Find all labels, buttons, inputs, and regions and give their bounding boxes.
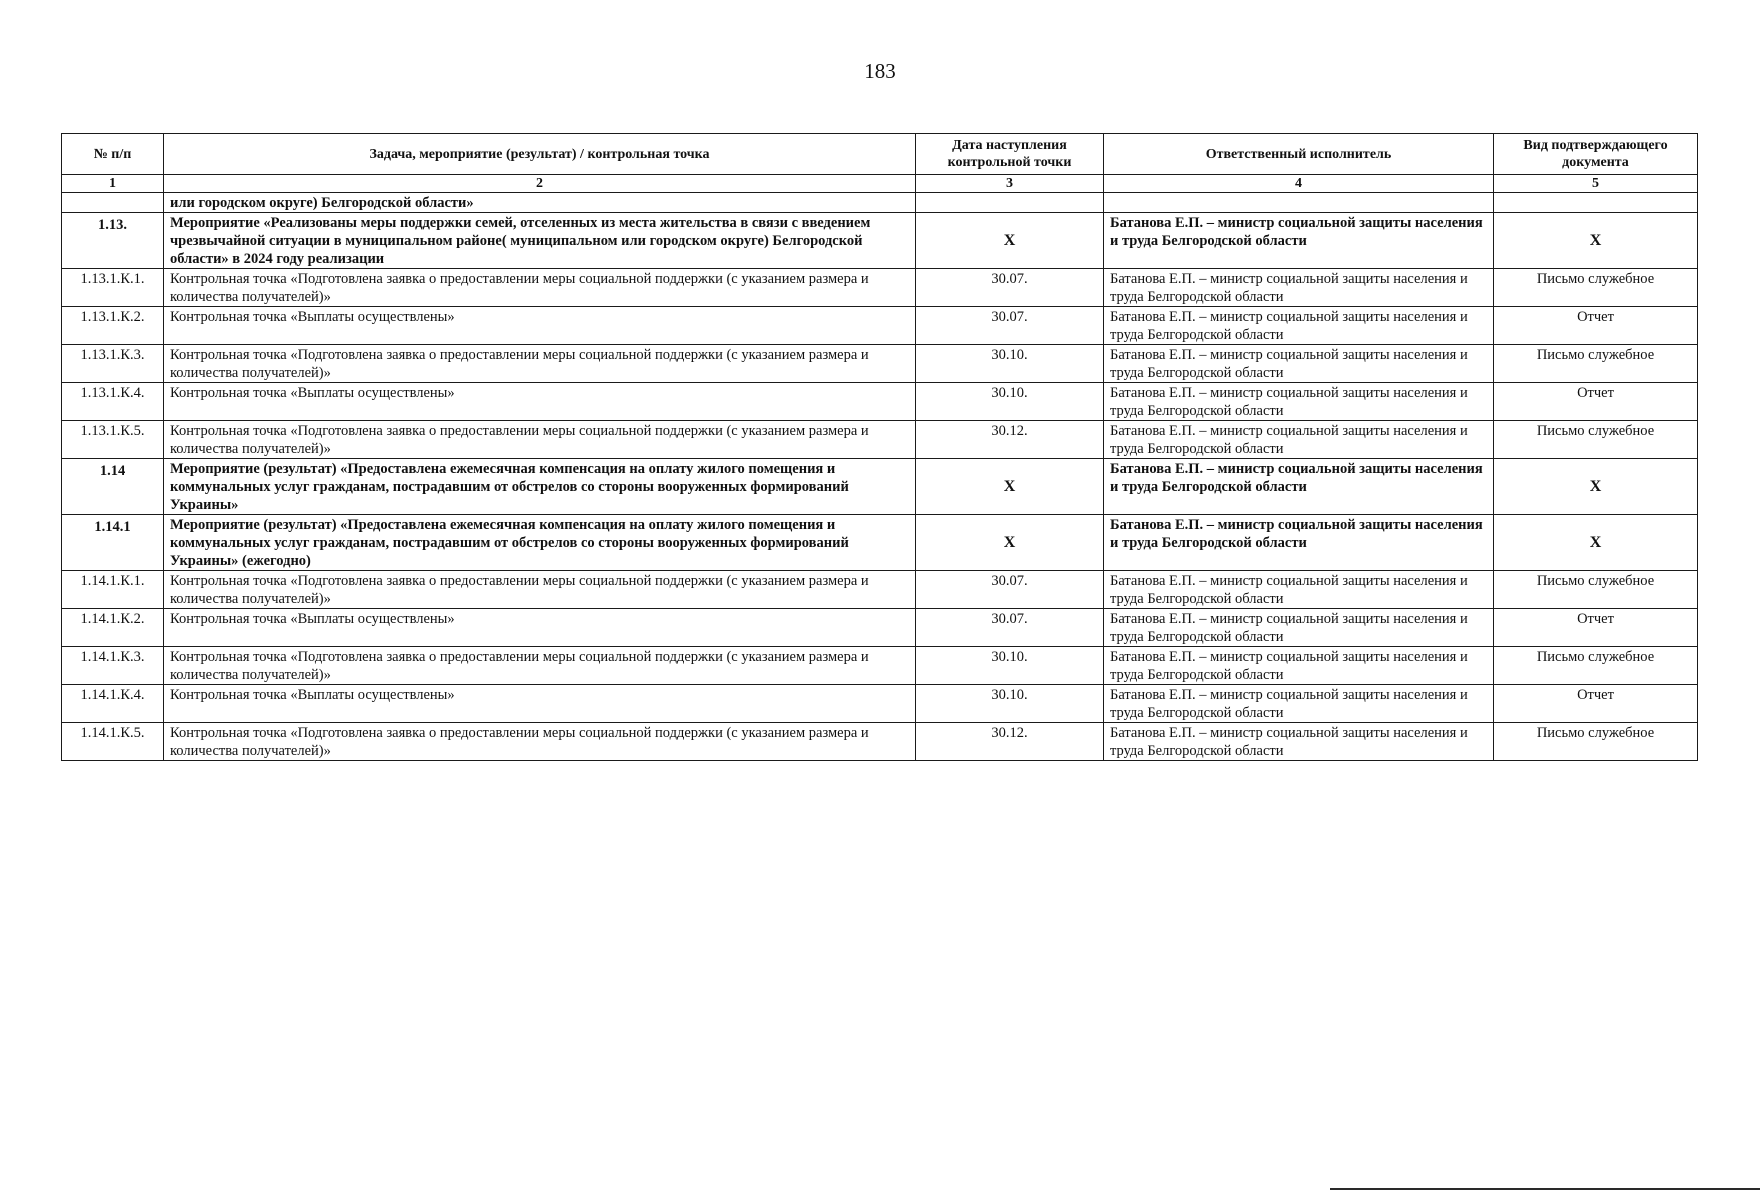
cell-task: Контрольная точка «Выплаты осуществлены»: [164, 383, 916, 421]
table-row: [62, 459, 1698, 515]
column-number-3: 3: [916, 175, 1104, 193]
cell-task: Мероприятие «Реализованы меры поддержки семей, отселенных из места жительства в связи с введением чрезвычайной ситуации в муниципальном районе( муниципальном или городском округе) Белгородской области» в 2024 году реализации: [164, 213, 916, 269]
cell-executor: Батанова Е.П. – министр социальной защиты населения и труда Белгородской области: [1104, 383, 1494, 421]
column-number-4: 4: [1104, 175, 1494, 193]
header-task: Задача, мероприятие (результат) / контрольная точка: [164, 134, 916, 175]
cell-document: Письмо служебное: [1494, 421, 1698, 459]
cell-number: 1.13.1.К.4.: [62, 383, 164, 421]
table-row: [62, 269, 1698, 307]
cell-document: X: [1494, 213, 1698, 269]
cell-document: Письмо служебное: [1494, 269, 1698, 307]
cell-executor: Батанова Е.П. – министр социальной защиты населения и труда Белгородской области: [1104, 723, 1494, 761]
cell-number: 1.14.1.К.1.: [62, 571, 164, 609]
cell-executor: Батанова Е.П. – министр социальной защиты населения и труда Белгородской области: [1104, 685, 1494, 723]
cell-executor: Батанова Е.П. – министр социальной защиты населения и труда Белгородской области: [1104, 571, 1494, 609]
cell-executor: Батанова Е.П. – министр социальной защиты населения и труда Белгородской области: [1104, 459, 1494, 515]
cell-executor: Батанова Е.П. – министр социальной защиты населения и труда Белгородской области: [1104, 307, 1494, 345]
cell-date: X: [916, 515, 1104, 571]
cell-date: 30.12.: [916, 421, 1104, 459]
table-row: [62, 421, 1698, 459]
cell-task: Мероприятие (результат) «Предоставлена ежемесячная компенсация на оплату жилого помещения и коммунальных услуг гражданам, пострадавшим от обстрелов со стороны вооруженных формирований Украины» (ежегодно): [164, 515, 916, 571]
cell-document: X: [1494, 459, 1698, 515]
cell-task: Контрольная точка «Подготовлена заявка о предоставлении меры социальной поддержки (с указанием размера и количества получателей)»: [164, 269, 916, 307]
cell-number: 1.14: [62, 459, 164, 515]
cell-executor: Батанова Е.П. – министр социальной защиты населения и труда Белгородской области: [1104, 515, 1494, 571]
cell-document: Письмо служебное: [1494, 723, 1698, 761]
cell-task: Контрольная точка «Подготовлена заявка о предоставлении меры социальной поддержки (с указанием размера и количества получателей)»: [164, 571, 916, 609]
cell-number: 1.14.1.К.2.: [62, 609, 164, 647]
table-row: [62, 723, 1698, 761]
cell-document: Отчет: [1494, 685, 1698, 723]
cell-document: Отчет: [1494, 383, 1698, 421]
cell-document: Письмо служебное: [1494, 571, 1698, 609]
cell-date: [916, 193, 1104, 213]
cell-document: Письмо служебное: [1494, 647, 1698, 685]
cell-number: 1.13.: [62, 213, 164, 269]
header-date: Дата наступления контрольной точки: [916, 134, 1104, 175]
column-number-5: 5: [1494, 175, 1698, 193]
cell-date: 30.07.: [916, 571, 1104, 609]
cell-executor: Батанова Е.П. – министр социальной защиты населения и труда Белгородской области: [1104, 345, 1494, 383]
control-points-table: [61, 133, 1698, 761]
table-row: [62, 685, 1698, 723]
cell-number: 1.13.1.К.2.: [62, 307, 164, 345]
cell-task: Контрольная точка «Подготовлена заявка о предоставлении меры социальной поддержки (с указанием размера и количества получателей)»: [164, 647, 916, 685]
cell-executor: Батанова Е.П. – министр социальной защиты населения и труда Белгородской области: [1104, 269, 1494, 307]
table-row: [62, 571, 1698, 609]
cell-number: 1.14.1.К.4.: [62, 685, 164, 723]
column-number-2: 2: [164, 175, 916, 193]
header-number: № п/п: [62, 134, 164, 175]
cell-number: 1.14.1: [62, 515, 164, 571]
cell-executor: Батанова Е.П. – министр социальной защиты населения и труда Белгородской области: [1104, 609, 1494, 647]
table-row: [62, 647, 1698, 685]
cell-number: 1.13.1.К.1.: [62, 269, 164, 307]
header-row: [62, 134, 1698, 175]
cell-date: 30.10.: [916, 685, 1104, 723]
cell-document: Отчет: [1494, 307, 1698, 345]
column-number-row: [62, 175, 1698, 193]
cell-date: 30.10.: [916, 647, 1104, 685]
cell-date: 30.12.: [916, 723, 1104, 761]
table-row: [62, 213, 1698, 269]
cell-task: Контрольная точка «Подготовлена заявка о предоставлении меры социальной поддержки (с указанием размера и количества получателей)»: [164, 723, 916, 761]
cell-document: [1494, 193, 1698, 213]
cell-date: 30.10.: [916, 345, 1104, 383]
table-row: [62, 383, 1698, 421]
cell-number: [62, 193, 164, 213]
table-row: [62, 307, 1698, 345]
cell-task: Мероприятие (результат) «Предоставлена ежемесячная компенсация на оплату жилого помещения и коммунальных услуг гражданам, пострадавшим от обстрелов со стороны вооруженных формирований Украины»: [164, 459, 916, 515]
cell-document: X: [1494, 515, 1698, 571]
cell-document: Отчет: [1494, 609, 1698, 647]
table-header: [62, 134, 1698, 193]
cell-executor: Батанова Е.П. – министр социальной защиты населения и труда Белгородской области: [1104, 421, 1494, 459]
cell-task: Контрольная точка «Выплаты осуществлены»: [164, 609, 916, 647]
cell-date: 30.07.: [916, 307, 1104, 345]
table-body: [62, 193, 1698, 761]
cell-number: 1.13.1.К.3.: [62, 345, 164, 383]
cell-number: 1.14.1.К.3.: [62, 647, 164, 685]
column-number-1: 1: [62, 175, 164, 193]
cell-task: Контрольная точка «Подготовлена заявка о предоставлении меры социальной поддержки (с указанием размера и количества получателей)»: [164, 421, 916, 459]
table-row: [62, 515, 1698, 571]
table-row: [62, 609, 1698, 647]
cell-date: X: [916, 213, 1104, 269]
cell-date: 30.07.: [916, 269, 1104, 307]
cell-task: Контрольная точка «Подготовлена заявка о предоставлении меры социальной поддержки (с указанием размера и количества получателей)»: [164, 345, 916, 383]
cell-task: Контрольная точка «Выплаты осуществлены»: [164, 307, 916, 345]
cell-date: 30.07.: [916, 609, 1104, 647]
page-number: 183: [864, 59, 896, 83]
scan-edge-line: [1330, 1188, 1760, 1190]
cell-task: Контрольная точка «Выплаты осуществлены»: [164, 685, 916, 723]
header-executor: Ответственный исполнитель: [1104, 134, 1494, 175]
cell-date: 30.10.: [916, 383, 1104, 421]
cell-executor: Батанова Е.П. – министр социальной защиты населения и труда Белгородской области: [1104, 213, 1494, 269]
cell-executor: [1104, 193, 1494, 213]
table-row: [62, 345, 1698, 383]
cell-number: 1.13.1.К.5.: [62, 421, 164, 459]
cell-number: 1.14.1.К.5.: [62, 723, 164, 761]
cell-executor: Батанова Е.П. – министр социальной защиты населения и труда Белгородской области: [1104, 647, 1494, 685]
header-document: Вид подтверждающего документа: [1494, 134, 1698, 175]
table-row: [62, 193, 1698, 213]
cell-date: X: [916, 459, 1104, 515]
cell-document: Письмо служебное: [1494, 345, 1698, 383]
cell-task: или городском округе) Белгородской области»: [164, 193, 916, 213]
